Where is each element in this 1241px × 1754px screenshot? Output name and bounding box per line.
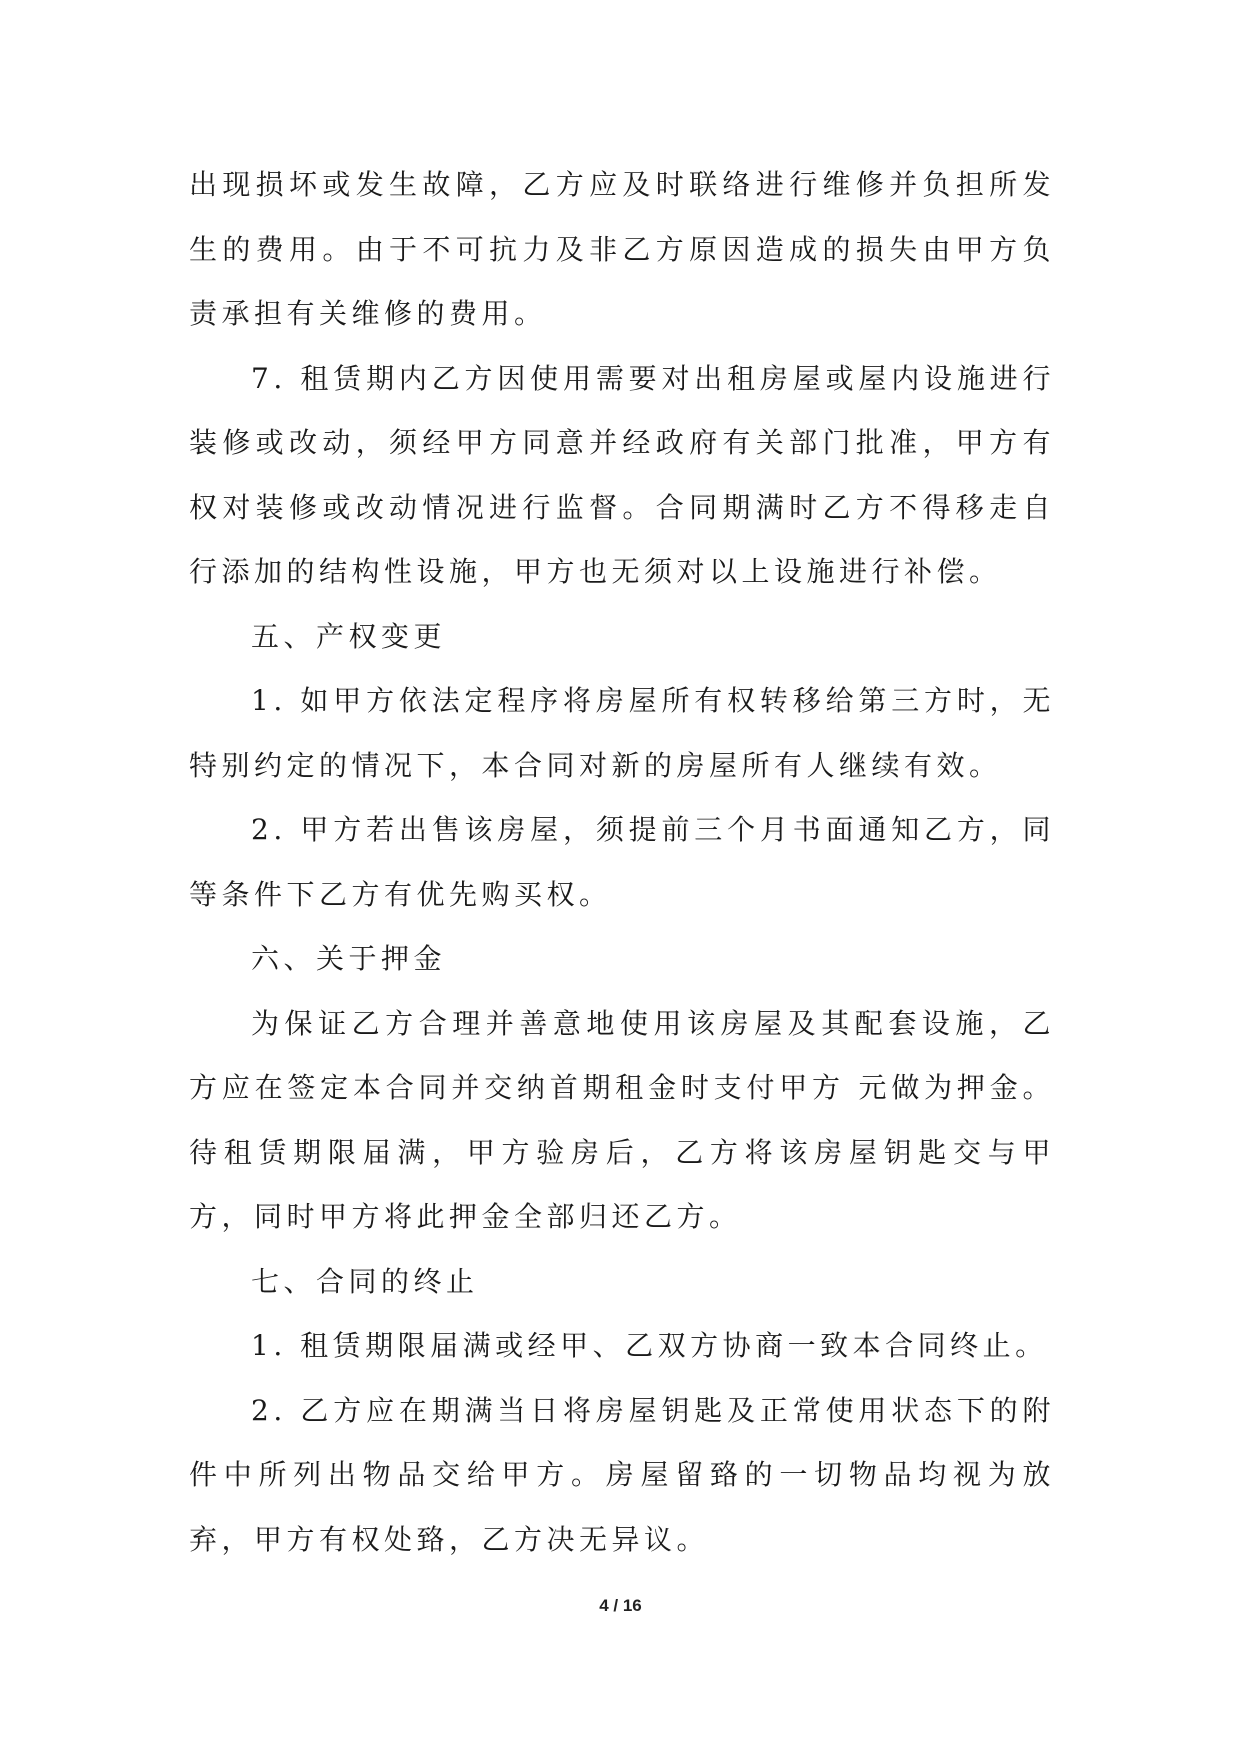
page-number: 4 / 16	[599, 1596, 642, 1615]
section-heading-termination: 七、合同的终止	[251, 1264, 479, 1298]
paragraph-continuation: 出现损坏或发生故障，乙方应及时联络进行维修并负担所发生的费用。由于不可抗力及非乙方原因造成的损失由甲方负责承担有关维修的费用。	[189, 168, 1055, 330]
paragraph-property-1: 1. 如甲方依法定程序将房屋所有权转移给第三方时，无特别约定的情况下，本合同对新的房屋所有人继续有效。	[189, 684, 1055, 782]
paragraph-termination-2: 2. 乙方应在期满当日将房屋钥匙及正常使用状态下的附件中所列出物品交给甲方。房屋留臵的一切物品均视为放弃，甲方有权处臵，乙方决无异议。	[189, 1393, 1055, 1556]
paragraph-termination-1: 1. 租赁期限届满或经甲、乙双方协商一致本合同终止。	[251, 1329, 1048, 1362]
paragraph-deposit: 为保证乙方合理并善意地使用该房屋及其配套设施，乙方应在签定本合同并交纳首期租金时支付甲方 元做为押金。待租赁期限届满，甲方验房后，乙方将该房屋钥匙交与甲方，同时甲方将此押金全部归还乙方。	[189, 1006, 1055, 1233]
section-heading-property-change: 五、产权变更	[251, 619, 447, 653]
document-body	[189, 153, 1055, 1572]
paragraph-property-2: 2. 甲方若出售该房屋，须提前三个月书面通知乙方，同等条件下乙方有优先购买权。	[189, 813, 1055, 911]
section-heading-deposit: 六、关于押金	[251, 942, 447, 975]
paragraph-item-7: 7. 租赁期内乙方因使用需要对出租房屋或屋内设施进行装修或改动，须经甲方同意并经政府有关部门批准，甲方有权对装修或改动情况进行监督。合同期满时乙方不得移走自行添加的结构性设施，甲方也无须对以上设施进行补偿。	[189, 361, 1055, 588]
